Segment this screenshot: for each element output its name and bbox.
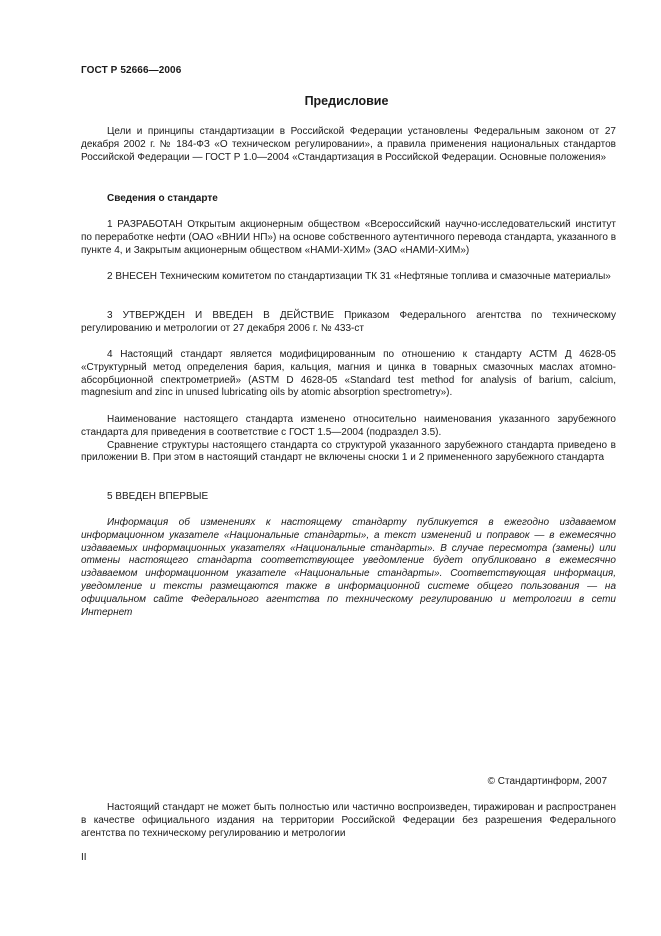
item-3-text: 3 УТВЕРЖДЕН И ВВЕДЕН В ДЕЙСТВИЕ Приказом Федерального агентства по техническому регулированию и метрологии от 27 декабря 2006 г. № 433-ст [81,310,616,334]
document-header: ГОСТ Р 52666—2006 [81,65,182,76]
item-2-text: 2 ВНЕСЕН Техническим комитетом по стандартизации ТК 31 «Нефтяные топлива и смазочные материалы» [107,271,611,282]
item-4-note-1: Наименование настоящего стандарта изменено относительно наименования указанного зарубежного стандарта для приведения в соответствие с ГОСТ 1.5—2004 (подраздел 3.5). [81,414,616,438]
section-subheading: Сведения о стандарте [107,193,218,204]
intro-text: Цели и принципы стандартизации в Российской Федерации установлены Федеральным законом от 27 декабря 2002 г. № 184-ФЗ «О техническом регулировании», а правила применения национальных стандартов Российской Федерации — ГОСТ Р 1.0—2004 «Стандартизация в Российской Федерации. Основные положения» [81,126,616,163]
item-5 [81,491,616,504]
item-4-text: 4 Настоящий стандарт является модифицированным по отношению к стандарту АСТМ Д 4628-05 «Структурный метод определения бария, кальция, магния и цинка в товарных смазочных маслах атомно-абсорбционной спектрометрией» (ASTM D 4628-05 «Standard test method for analysis of barium, calcium, magnesium and zinc in unused lubricating oils by atomic absorption spectrometry»). [81,349,616,399]
item-5-text: 5 ВВЕДЕН ВПЕРВЫЕ [107,491,209,502]
item-4-notes [81,414,616,465]
item-1-text: 1 РАЗРАБОТАН Открытым акционерным обществом «Всероссийский научно-исследовательский институт по переработке нефти (ОАО «ВНИИ НП») на основе собственного аутентичного перевода стандарта, указанного в пункте 4, и Закрытым акционерным обществом «НАМИ-ХИМ» (ЗАО «НАМИ-ХИМ») [81,219,616,256]
page-title: Предисловие [304,94,389,108]
item-3 [81,310,616,336]
intro-paragraph [81,126,616,164]
item-1 [81,219,616,257]
copyright-line: © Стандартинформ, 2007 [487,776,607,787]
page-number: II [81,852,87,863]
footer-text: Настоящий стандарт не может быть полностью или частично воспроизведен, тиражирован и распространен в качестве официального издания на территории Российской Федерации без разрешения Федерального агентства по техническому регулированию и метрологии [81,802,616,839]
info-paragraph [81,517,616,619]
item-2 [81,271,616,284]
info-text: Информация об изменениях к настоящему стандарту публикуется в ежегодно издаваемом информационном указателе «Национальные стандарты», а текст изменений и поправок — в ежемесячно издаваемых информационных указателях «Национальные стандарты». В случае пересмотра (замены) или отмены настоящего стандарта соответствующее уведомление будет опубликовано в ежемесячно издаваемом информационном указателе «Национальные стандарты». Соответствующая информация, уведомление и тексты размещаются также в информационной системе общего пользования — на официальном сайте Федерального агентства по техническому регулированию и метрологии в сети Интернет [81,517,616,618]
item-4-note-2: Сравнение структуры настоящего стандарта со структурой указанного зарубежного стандарта приведено в приложении В. При этом в настоящий стандарт не включены сноски 1 и 2 примененного зарубежного стандарта [81,439,616,464]
item-4 [81,349,616,400]
footer-notice [81,802,616,840]
